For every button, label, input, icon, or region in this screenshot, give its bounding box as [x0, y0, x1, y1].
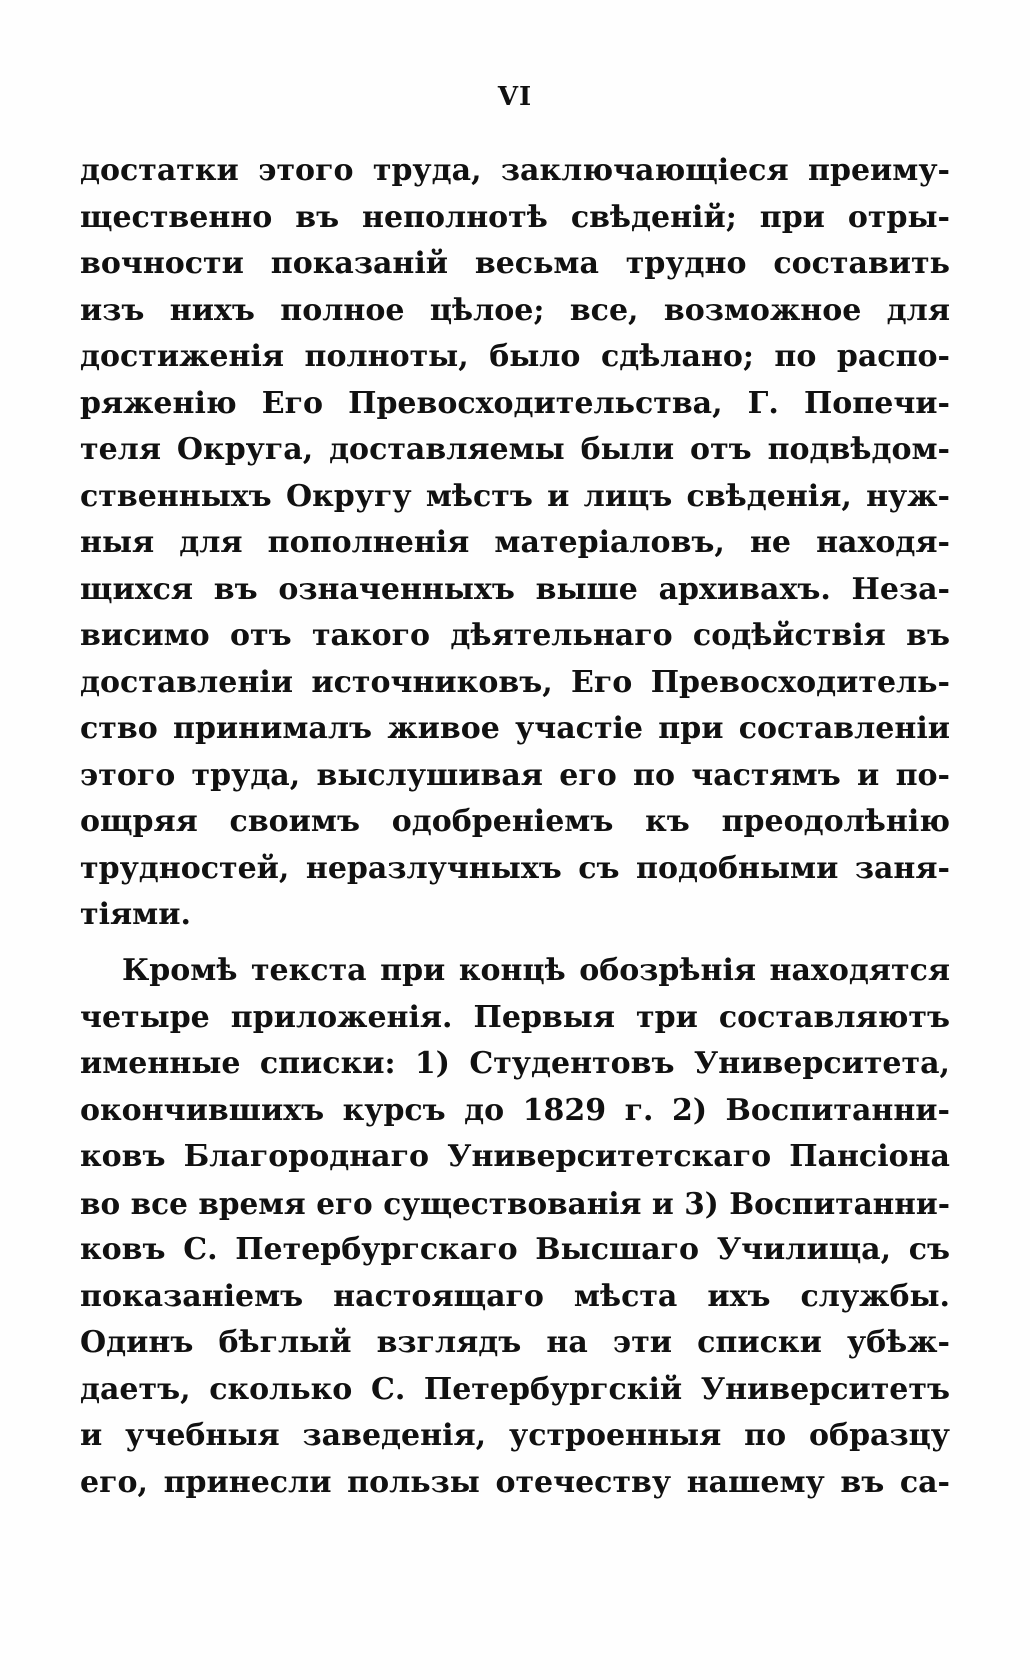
text-line: этого труда, выслушивая его по частямъ и по- [80, 757, 950, 793]
text-line: щественно въ неполнотѣ свѣденій; при отры- [80, 199, 950, 235]
text-line: ковъ С. Петербургскаго Высшаго Училища, съ [80, 1232, 950, 1267]
text-line: висимо отъ такого дѣятельнаго содѣйствія въ [80, 618, 950, 653]
text-line: доставленіи источниковъ, Его Превосходитель- [80, 664, 950, 700]
text-line: Одинъ бѣглый взглядъ на эти списки убѣж- [80, 1325, 950, 1360]
text-line: даетъ, сколько С. Петербургскій Университетъ [80, 1371, 950, 1407]
text-line: теля Округа, доставляемы были отъ подвѣдом- [80, 432, 950, 467]
text-line: Кромѣ текста при концѣ обозрѣнія находятся [122, 953, 950, 988]
text-line: ковъ Благороднаго Университетскаго Пансіона [80, 1139, 950, 1174]
text-line: ныя для пополненія матеріаловъ, не находя- [80, 525, 950, 560]
text-line: изъ нихъ полное цѣлое; все, возможное для [80, 292, 950, 328]
text-line: показаніемъ настоящаго мѣста ихъ службы. [80, 1278, 950, 1314]
paragraph-1 [80, 148, 950, 939]
page-number: VI [497, 82, 533, 112]
text-line: ощряя своимъ одобреніемъ къ преодолѣнію [80, 804, 950, 839]
text-line: и учебныя заведенія, устроенныя по образцу [80, 1418, 950, 1453]
text-line: окончившихъ курсъ до 1829 г. 2) Воспитанни- [80, 1092, 950, 1128]
text-line: во все время его существованія и 3) Воспитанни- [80, 1185, 950, 1221]
text-line: четыре приложенія. Первыя три составляютъ [80, 999, 950, 1035]
text-line: именные списки: 1) Студентовъ Университета, [80, 1046, 950, 1081]
paragraph-2 [80, 948, 950, 1506]
text-line: ство принималъ живое участіе при составленіи [80, 711, 950, 746]
text-line: достатки этого труда, заключающіеся преиму- [80, 153, 950, 188]
text-line: ряженію Его Превосходительства, Г. Попечи- [80, 385, 950, 421]
text-line: ственныхъ Округу мѣстъ и лицъ свѣденія, нуж- [80, 478, 950, 514]
text-line: трудностей, неразлучныхъ съ подобными заня- [80, 850, 950, 886]
text-line: щихся въ означенныхъ выше архивахъ. Неза- [80, 571, 950, 607]
text-line: достиженія полноты, было сдѣлано; по распо- [80, 339, 950, 374]
text-line: его, принесли пользы отечеству нашему въ са- [80, 1464, 950, 1500]
text-line: вочности показаній весьма трудно составить [80, 246, 950, 281]
text-line: тіями. [80, 897, 191, 932]
